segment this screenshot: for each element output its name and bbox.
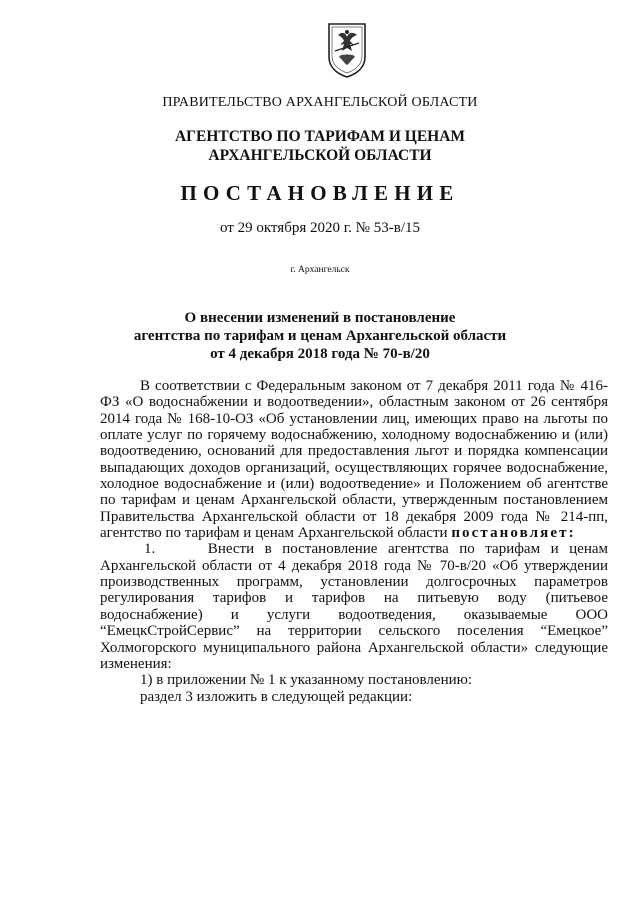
agency-name-line2: АРХАНГЕЛЬСКОЙ ОБЛАСТИ — [208, 147, 432, 164]
paragraph-section-3: раздел 3 изложить в следующей редакции: — [140, 688, 413, 705]
coat-of-arms-emblem — [326, 21, 368, 79]
document-subject — [0, 309, 640, 363]
paragraph-item-1: 1. Внести в постановление агентства по тарифам и ценам Архангельской области от 4 декабря 2018 года № 70-в/20 «Об утверждении производственных программ, установлении долгосрочных параметров регулирования тарифов и тарифов на питьевую воду (питьевое водоснабжение) и услуги водоотведения, оказываемые ООО “ЕмецкСтройСервис” на территории сельского поселения “Емецкое” Холмогорского муниципального района Архангельской области» следующие изменения: — [100, 541, 608, 672]
document-date-number: от 29 октября 2020 г. № 53-в/15 — [219, 220, 420, 236]
document-body — [100, 378, 608, 705]
agency-name-line1: АГЕНТСТВО ПО ТАРИФАМ И ЦЕНАМ — [174, 128, 466, 145]
city-name: г. Архангельск — [290, 265, 350, 275]
agency-name — [0, 127, 640, 165]
paragraph-preamble — [100, 378, 608, 541]
preamble-text: В соответствии с Федеральным законом от 7 декабря 2011 года № 416-ФЗ «О водоснабжении и водоотведении», областным законом от 26 сентября 2014 года № 168-10-ОЗ «Об установлении лиц, имеющих право на льготы по оплате услуг по горячему водоснабжению, холодному водоснабжению и (или) водоотведению, оснований для предоставления льгот и порядка компенсации выпадающих доходов организаций, осуществляющих горячее водоснабжение, холодное водоснабжение и (или) водоотведение» и Положением об агентстве по тарифам и ценам Архангельской области, утвержденным постановлением Правительства Архангельской области от 18 декабря 2009 года № 214-пп, агентство по тарифам и ценам Архангельской области — [100, 378, 608, 542]
paragraph-subitem-1: 1) в приложении № 1 к указанному постановлению: — [140, 672, 472, 689]
decree-word: постановляет: — [451, 525, 576, 542]
subject-line1: О внесении изменений в постановление — [184, 310, 456, 326]
subject-line3: от 4 декабря 2018 года № 70-в/20 — [210, 346, 430, 362]
subject-line2: агентства по тарифам и ценам Архангельской области — [133, 328, 507, 344]
document-type-title: ПОСТАНОВЛЕНИЕ — [180, 181, 460, 205]
government-name: ПРАВИТЕЛЬСТВО АРХАНГЕЛЬСКОЙ ОБЛАСТИ — [162, 95, 478, 110]
